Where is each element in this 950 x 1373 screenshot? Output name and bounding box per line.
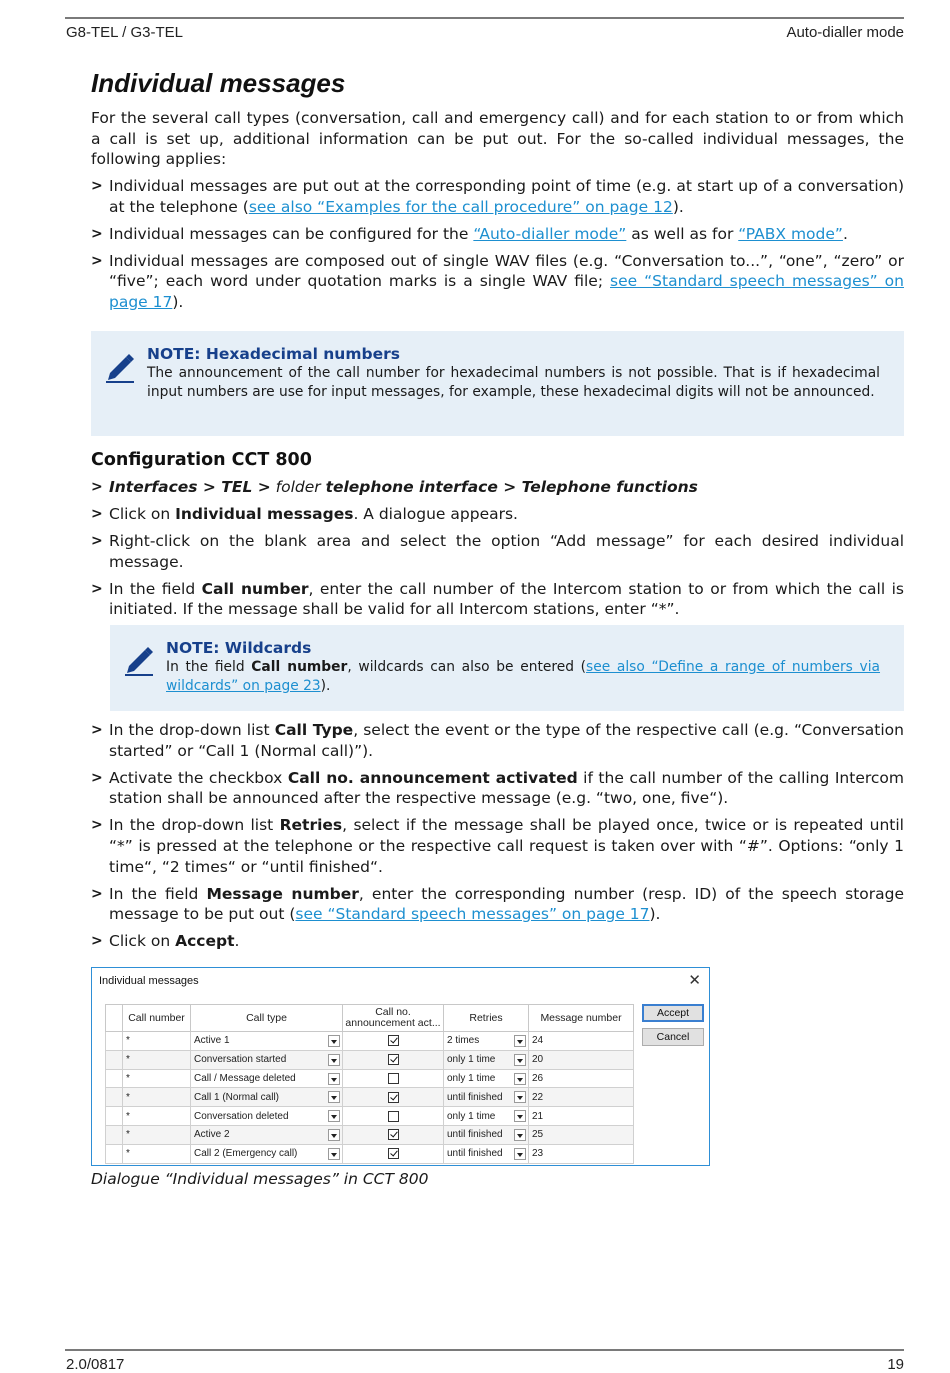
chevron-down-icon[interactable]: [328, 1035, 340, 1047]
announcement-cell[interactable]: [343, 1088, 444, 1107]
retries-value: only 1 time: [447, 1110, 496, 1122]
announcement-cell[interactable]: [343, 1050, 444, 1069]
chevron-down-icon[interactable]: [328, 1148, 340, 1160]
link-examples-call-procedure[interactable]: see also “Examples for the call procedure” on page 12: [248, 197, 673, 216]
note-wildcards: [110, 625, 904, 711]
header-right: Auto-dialler mode: [786, 24, 904, 41]
call-type-dropdown[interactable]: [191, 1144, 343, 1163]
list-item: > In the drop-down list Call Type, select the event or the type of the respective call (e.g. “Conversation started” or “Call 1 (Normal call)”).: [91, 721, 904, 760]
chevron-down-icon[interactable]: [514, 1035, 526, 1047]
announcement-cell[interactable]: [343, 1144, 444, 1163]
chevron-down-icon[interactable]: [514, 1148, 526, 1160]
retries-dropdown[interactable]: [444, 1125, 529, 1144]
chevron-right-icon: >: [91, 533, 103, 550]
chevron-right-icon: >: [91, 817, 103, 834]
list-item: > Individual messages can be configured for the “Auto-dialler mode” as well as for “PABX mode”.: [91, 224, 848, 243]
column-header-retries[interactable]: Retries: [444, 1005, 529, 1032]
table-header-row: [106, 1005, 634, 1032]
chevron-right-icon: >: [91, 580, 103, 597]
call-type-value: Conversation started: [194, 1054, 287, 1066]
individual-messages-dialog: [91, 967, 710, 1166]
list-item: > In the drop-down list Retries, select if the message shall be played once, twice or is repeated until “*” is pressed at the telephone or the respective call request is taken over with “#”. Options: “only 1 time“, “2 times“ or “until finished“.: [91, 816, 904, 876]
table-row[interactable]: [106, 1032, 634, 1051]
message-number-cell[interactable]: 26: [529, 1069, 634, 1088]
chevron-down-icon[interactable]: [514, 1054, 526, 1066]
config-steps: [91, 477, 904, 627]
call-type-value: Active 1: [194, 1035, 230, 1047]
announcement-cell[interactable]: [343, 1069, 444, 1088]
chevron-down-icon[interactable]: [514, 1110, 526, 1122]
announcement-cell[interactable]: [343, 1107, 444, 1126]
close-icon[interactable]: ✕: [688, 972, 701, 989]
dialog-title: Individual messages: [99, 975, 199, 987]
row-selector[interactable]: [106, 1069, 123, 1088]
call-number-cell[interactable]: *: [123, 1088, 191, 1107]
link-pabx-mode[interactable]: “PABX mode”: [738, 224, 843, 243]
intro-section: [91, 108, 904, 170]
note-text: In the field Call number, wildcards can also be entered (see also “Define a range of numbers via wildcards” on page 23).: [166, 659, 881, 694]
row-selector[interactable]: [106, 1050, 123, 1069]
list-item: > In the field Call number, enter the call number of the Intercom station to or from which the call is initiated. If the message shall be valid for all Intercom stations, enter “*”.: [91, 579, 904, 619]
page-title: Individual messages: [91, 68, 346, 98]
link-wildcards[interactable]: see also “Define a range of numbers via wildcards” on page 23: [166, 659, 881, 694]
chevron-right-icon: >: [91, 722, 103, 738]
call-type-value: Conversation deleted: [194, 1110, 289, 1122]
chevron-right-icon: >: [91, 479, 103, 495]
section-heading: Configuration CCT 800: [91, 450, 312, 470]
message-number-cell[interactable]: 25: [529, 1125, 634, 1144]
table-row[interactable]: [106, 1107, 634, 1126]
column-header-call-number[interactable]: Call number: [123, 1005, 191, 1032]
call-type-dropdown[interactable]: [191, 1107, 343, 1126]
call-number-cell[interactable]: *: [123, 1032, 191, 1051]
chevron-down-icon[interactable]: [514, 1073, 526, 1085]
chevron-down-icon[interactable]: [328, 1110, 340, 1122]
call-type-dropdown[interactable]: [191, 1032, 343, 1051]
list-item: > Click on Accept.: [91, 932, 240, 951]
table-row[interactable]: [106, 1144, 634, 1163]
header-left: G8-TEL / G3-TEL: [66, 24, 183, 41]
messages-table: [105, 1004, 634, 1164]
row-selector[interactable]: [106, 1088, 123, 1107]
table-row[interactable]: [106, 1069, 634, 1088]
cancel-button[interactable]: Cancel: [642, 1028, 704, 1046]
retries-value: until finished: [447, 1148, 503, 1160]
announcement-checkbox[interactable]: [388, 1073, 399, 1084]
call-type-dropdown[interactable]: [191, 1125, 343, 1144]
config-steps-2: [91, 720, 904, 958]
message-number-cell[interactable]: 24: [529, 1032, 634, 1051]
announcement-checkbox[interactable]: [388, 1054, 399, 1065]
chevron-down-icon[interactable]: [328, 1054, 340, 1066]
link-standard-speech-messages[interactable]: see “Standard speech messages” on page 17: [295, 905, 650, 924]
column-header-call-type[interactable]: Call type: [191, 1005, 343, 1032]
retries-dropdown[interactable]: [444, 1069, 529, 1088]
list-item: > Activate the checkbox Call no. announcement activated if the call number of the calling Intercom station shall be announced after the respective message (e.g. “two, one, five“).: [91, 768, 904, 808]
table-row[interactable]: [106, 1050, 634, 1069]
row-selector[interactable]: [106, 1144, 123, 1163]
retries-dropdown[interactable]: [444, 1107, 529, 1126]
list-item: > Individual messages are put out at the corresponding point of time (e.g. at start up of a conversation) at the telephone (see also “Examples for the call procedure” on page 12).: [91, 177, 904, 216]
note-title: NOTE: Wildcards: [166, 639, 312, 657]
accept-button[interactable]: Accept: [642, 1004, 704, 1022]
announcement-checkbox[interactable]: [388, 1129, 399, 1140]
table-row[interactable]: [106, 1088, 634, 1107]
chevron-right-icon: >: [91, 506, 103, 523]
call-number-cell[interactable]: *: [123, 1069, 191, 1088]
column-header-message-number[interactable]: Message number: [529, 1005, 634, 1032]
message-number-cell[interactable]: 22: [529, 1088, 634, 1107]
call-number-cell[interactable]: *: [123, 1125, 191, 1144]
chevron-down-icon[interactable]: [328, 1129, 340, 1141]
retries-dropdown[interactable]: [444, 1032, 529, 1051]
link-auto-dialler-mode[interactable]: “Auto-dialler mode”: [473, 224, 627, 243]
list-item: > Interfaces > TEL > folder telephone interface > Telephone functions: [91, 478, 698, 496]
message-number-cell[interactable]: 23: [529, 1144, 634, 1163]
announcement-checkbox[interactable]: [388, 1035, 399, 1046]
retries-dropdown[interactable]: [444, 1144, 529, 1163]
retries-value: only 1 time: [447, 1072, 496, 1084]
chevron-right-icon: >: [91, 885, 103, 902]
chevron-right-icon: >: [91, 933, 103, 950]
call-type-dropdown[interactable]: [191, 1069, 343, 1088]
row-selector[interactable]: [106, 1032, 123, 1051]
message-number-cell[interactable]: 21: [529, 1107, 634, 1126]
announcement-checkbox[interactable]: [388, 1092, 399, 1103]
chevron-right-icon: >: [91, 252, 103, 269]
row-selector[interactable]: [106, 1107, 123, 1126]
chevron-right-icon: >: [91, 225, 103, 242]
note-title: NOTE: Hexadecimal numbers: [147, 345, 400, 363]
call-number-cell[interactable]: *: [123, 1050, 191, 1069]
chevron-down-icon[interactable]: [328, 1073, 340, 1085]
chevron-down-icon[interactable]: [328, 1091, 340, 1103]
list-item: > Right-click on the blank area and select the option “Add message” for each desired individual message.: [91, 532, 904, 571]
page-number: 19: [887, 1356, 904, 1373]
list-item: > Click on Individual messages. A dialogue appears.: [91, 505, 518, 524]
header-rule: [65, 17, 904, 19]
call-type-value: Call 1 (Normal call): [194, 1091, 280, 1103]
retries-value: 2 times: [447, 1035, 480, 1047]
figure-caption: Dialogue “Individual messages” in CCT 800: [91, 1170, 429, 1188]
call-type-value: Call 2 (Emergency call): [194, 1148, 298, 1160]
call-number-cell[interactable]: *: [123, 1144, 191, 1163]
pencil-icon: [123, 644, 155, 676]
footer-rule: [65, 1349, 904, 1351]
link-standard-speech-messages[interactable]: see “Standard speech messages” on page 17: [109, 272, 904, 311]
call-type-dropdown[interactable]: [191, 1088, 343, 1107]
chevron-right-icon: >: [91, 178, 103, 194]
pencil-icon: [104, 351, 136, 383]
announcement-cell[interactable]: [343, 1125, 444, 1144]
call-type-value: Active 2: [194, 1129, 230, 1141]
footer-left: 2.0/0817: [66, 1356, 125, 1373]
note-hexadecimal: [91, 331, 904, 436]
announcement-cell[interactable]: [343, 1032, 444, 1051]
retries-value: only 1 time: [447, 1054, 496, 1066]
announcement-checkbox[interactable]: [388, 1148, 399, 1159]
intro-list: [91, 176, 904, 319]
announcement-checkbox[interactable]: [388, 1111, 399, 1122]
message-number-cell[interactable]: 20: [529, 1050, 634, 1069]
list-item: > In the field Message number, enter the corresponding number (resp. ID) of the speech storage message to be put out (see “Standard speech messages” on page 17).: [91, 884, 905, 924]
row-selector-header: [106, 1005, 123, 1032]
chevron-right-icon: >: [91, 769, 103, 786]
row-selector[interactable]: [106, 1125, 123, 1144]
retries-dropdown[interactable]: [444, 1088, 529, 1107]
retries-value: until finished: [447, 1129, 503, 1141]
retries-value: until finished: [447, 1091, 503, 1103]
table-row[interactable]: [106, 1125, 634, 1144]
chevron-down-icon[interactable]: [514, 1091, 526, 1103]
note-text: The announcement of the call number for hexadecimal numbers is not possible. That is if hexadecimal input numbers are use for input messages, for example, these hexadecimal digits will not be announced.: [147, 365, 880, 400]
call-number-cell[interactable]: *: [123, 1107, 191, 1126]
retries-dropdown[interactable]: [444, 1050, 529, 1069]
column-header-announcement[interactable]: Call no. announcement act...: [343, 1005, 444, 1032]
intro-paragraph: For the several call types (conversation, call and emergency call) and for each station to or from which a call is set up, additional information can be put out. For the so-called individual messages, the following applies:: [91, 109, 904, 169]
call-type-dropdown[interactable]: [191, 1050, 343, 1069]
chevron-down-icon[interactable]: [514, 1129, 526, 1141]
list-item: > Individual messages are composed out of single WAV files (e.g. “Conversation to...”, “one”, “zero” or “five”; each word under quotation marks is a single WAV file; see “Standard speech messages” on page 17).: [91, 251, 904, 311]
call-type-value: Call / Message deleted: [194, 1072, 296, 1084]
